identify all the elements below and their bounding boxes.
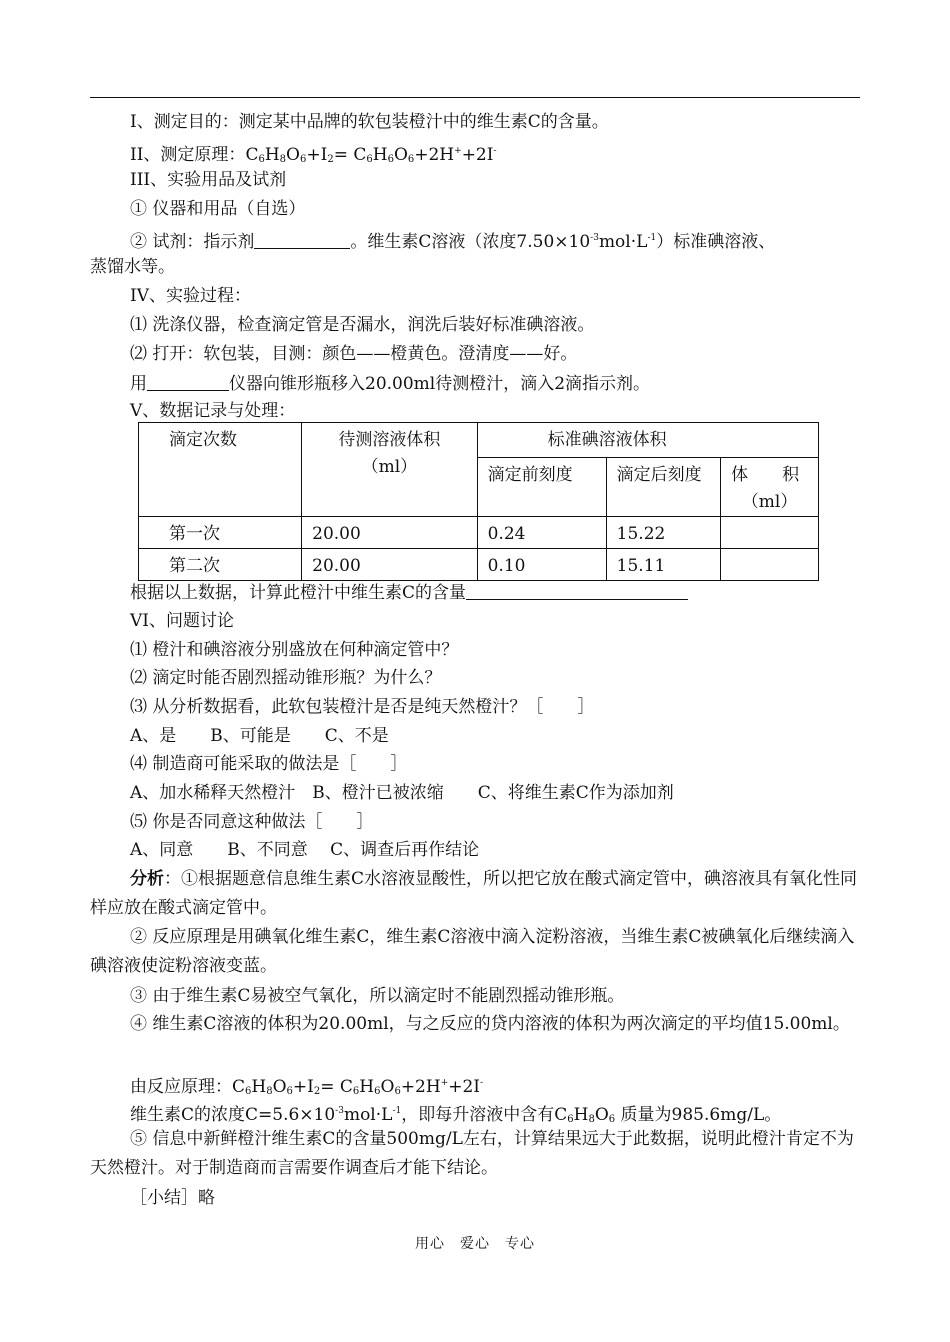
- row-name: 第二次: [139, 549, 302, 581]
- analysis-2: ② 反应原理是用碘氧化维生素C，维生素C溶液中滴入淀粉溶液，当维生素C被碘氧化后继续滴入碘溶液使淀粉溶液变蓝。: [90, 927, 855, 976]
- header-standard-volume: 标准碘溶液体积: [477, 423, 818, 458]
- header-before: 滴定前刻度: [477, 458, 606, 517]
- header-sample-volume: 待测溶液体积 （ml）: [302, 423, 477, 517]
- result-blank: [466, 582, 688, 600]
- analysis-3: ③ 由于维生素C易被空气氧化，所以滴定时不能剧烈摇动锥形瓶。: [130, 986, 625, 1006]
- question-3-options: A、是 B、可能是 C、不是: [130, 726, 389, 746]
- materials-reagents: ② 试剂：指示剂 。维生素C溶液（浓度$7.50\times 10^{-3}mol\cdot L^{-1}$）标准碘溶液、: [130, 232, 776, 252]
- principle-label: II、测定原理：: [130, 145, 246, 165]
- analysis-5: 由反应原理：$C_6H_8O_6+I_2= C_6H_6O_6+2H^++2I^-$: [130, 1077, 484, 1097]
- analysis-label: 分析: [130, 869, 164, 889]
- section-procedure: IV、实验过程：: [130, 286, 251, 306]
- question-5: ⑸ 你是否同意这种做法［ ］: [130, 812, 374, 832]
- question-2: ⑵ 滴定时能否剧烈摇动锥形瓶？为什么？: [130, 668, 442, 688]
- analysis-6: 维生素C的浓度$C=5.6\times 10^{-3}mol\cdot L^{-1}$，即每升溶液中含有$C_6H_8O_6$ 质量为985.6mg/L。: [130, 1105, 782, 1125]
- table-row: [139, 517, 819, 549]
- calculation-prompt: 根据以上数据，计算此橙汁中维生素C的含量: [130, 582, 688, 603]
- row-after: 15.22: [606, 517, 720, 549]
- titration-data-table: [138, 422, 819, 581]
- question-5-options: A、同意 B、不同意 C、调查后再作结论: [130, 840, 480, 860]
- header-after: 滴定后刻度: [606, 458, 720, 517]
- row-volume: [721, 549, 819, 581]
- row-after: 15.11: [606, 549, 720, 581]
- procedure-step-3: 用 仪器向锥形瓶移入20.00ml待测橙汁，滴入2滴指示剂。: [130, 374, 651, 394]
- section-purpose: I、测定目的：测定某中品牌的软包装橙汁中的维生素C的含量。: [130, 112, 609, 132]
- section-discussion: VI、问题讨论: [130, 611, 234, 631]
- analysis-1: 分析：①根据题意信息维生素C水溶液显酸性，所以把它放在酸式滴定管中，碘溶液具有氧化性同样应放在酸式滴定管中。: [90, 869, 858, 918]
- reaction-equation: $C_6H_8O_6+I_2= C_6H_6O_6+2H^++2I^-$: [245, 145, 497, 165]
- reaction-equation-2: $C_6H_8O_6+I_2= C_6H_6O_6+2H^++2I^-$: [232, 1077, 484, 1097]
- summary: ［小结］略: [130, 1188, 215, 1208]
- section-materials: III、实验用品及试剂: [130, 170, 287, 190]
- row-volume: [721, 517, 819, 549]
- section-data: V、数据记录与处理：: [130, 401, 296, 421]
- procedure-step-2: ⑵ 打开：软包装，目测：颜色——橙黄色。澄清度——好。: [130, 344, 578, 364]
- procedure-step-1: ⑴ 洗涤仪器，检查滴定管是否漏水，润洗后装好标准碘溶液。: [130, 315, 595, 335]
- row-sample: 20.00: [302, 517, 477, 549]
- instrument-blank: [147, 373, 229, 391]
- question-4-options: A、加水稀释天然橙汁 B、橙汁已被浓缩 C、将维生素C作为添加剂: [130, 783, 674, 803]
- materials-reagents-cont: 蒸馏水等。: [90, 257, 175, 277]
- footer-slogan: 用心 爱心 专心: [415, 1236, 535, 1252]
- header-rule: [90, 97, 860, 98]
- section-principle: [130, 141, 497, 170]
- header-volume: 体 积 （ml）: [721, 458, 819, 517]
- analysis-7: ⑤ 信息中新鲜橙汁维生素C的含量500mg/L左右，计算结果远大于此数据，说明此橙汁肯定不为天然橙汁。对于制造商而言需要作调查后才能下结论。: [90, 1129, 854, 1178]
- indicator-blank: [254, 231, 350, 249]
- question-1: ⑴ 橙汁和碘溶液分别盛放在何种滴定管中？: [130, 640, 459, 660]
- header-count: 滴定次数: [139, 423, 302, 517]
- question-3: ⑶ 从分析数据看，此软包装橙汁是否是纯天然橙汁？［ ］: [130, 697, 595, 717]
- table-row: [139, 549, 819, 581]
- materials-instruments: ① 仪器和用品（自选）: [130, 199, 306, 219]
- row-sample: 20.00: [302, 549, 477, 581]
- question-4: ⑷ 制造商可能采取的做法是［ ］: [130, 754, 408, 774]
- row-before: 0.24: [477, 517, 606, 549]
- row-name: 第一次: [139, 517, 302, 549]
- row-before: 0.10: [477, 549, 606, 581]
- analysis-4: ④ 维生素C溶液的体积为20.00ml，与之反应的贷内溶液的体积为两次滴定的平均值15.00ml。: [130, 1014, 850, 1034]
